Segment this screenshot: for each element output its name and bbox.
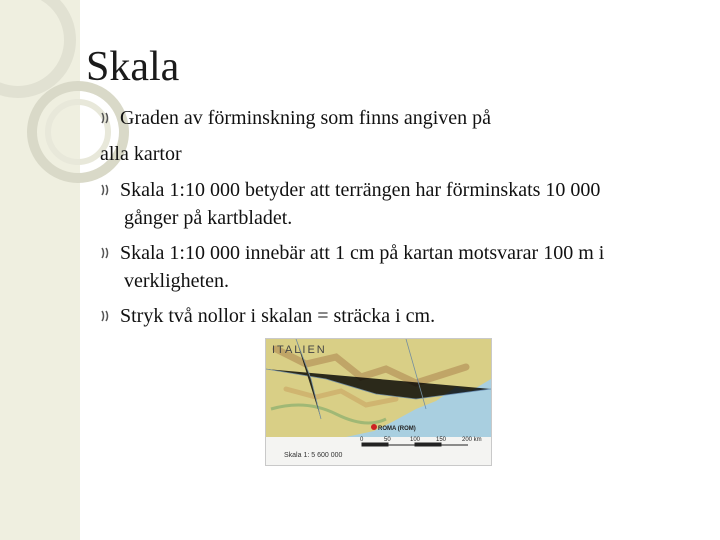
map-illustration bbox=[266, 339, 491, 465]
arrow-bullet-icon bbox=[100, 111, 116, 125]
map-region-label: ITALIEN bbox=[272, 344, 327, 356]
bullet-text: Stryk två nollor i skalan = sträcka i cm. bbox=[120, 305, 436, 327]
map-scale-text: Skala 1: 5 600 000 bbox=[284, 452, 343, 459]
bullet-text-continuation: gånger på kartbladet. bbox=[124, 207, 293, 229]
scale-tick-label: 150 bbox=[436, 437, 447, 443]
arrow-bullet-icon bbox=[100, 183, 116, 197]
bullet-text-continuation: verkligheten. bbox=[124, 270, 229, 292]
bullet-text: Skala 1:10 000 betyder att terrängen har förminskats 10 000 bbox=[120, 179, 601, 201]
arrow-bullet-icon bbox=[100, 246, 116, 260]
bullet-text: Skala 1:10 000 innebär att 1 cm på kartan motsvarar 100 m i bbox=[120, 242, 605, 264]
scale-tick-label: 200 km bbox=[462, 437, 482, 443]
slide-title: Skala bbox=[86, 44, 180, 90]
roma-city-marker bbox=[371, 424, 377, 430]
bullet-item bbox=[100, 104, 491, 132]
scale-tick-label: 100 bbox=[410, 437, 421, 443]
scale-tick-label: 0 bbox=[360, 437, 364, 443]
bullet-item bbox=[100, 176, 600, 204]
bullet-item bbox=[100, 302, 435, 330]
bullet-item bbox=[100, 239, 604, 267]
map-legend-strip bbox=[266, 437, 491, 465]
bullet-text: Graden av förminskning som finns angiven på bbox=[120, 107, 492, 129]
bullet-text-continuation: alla kartor bbox=[100, 143, 182, 165]
decorative-rings bbox=[0, 0, 140, 200]
scale-tick-label: 50 bbox=[384, 437, 391, 443]
map-city-label: ROMA (ROM) bbox=[378, 426, 416, 432]
arrow-bullet-icon bbox=[100, 309, 116, 323]
map-photo bbox=[265, 338, 492, 466]
